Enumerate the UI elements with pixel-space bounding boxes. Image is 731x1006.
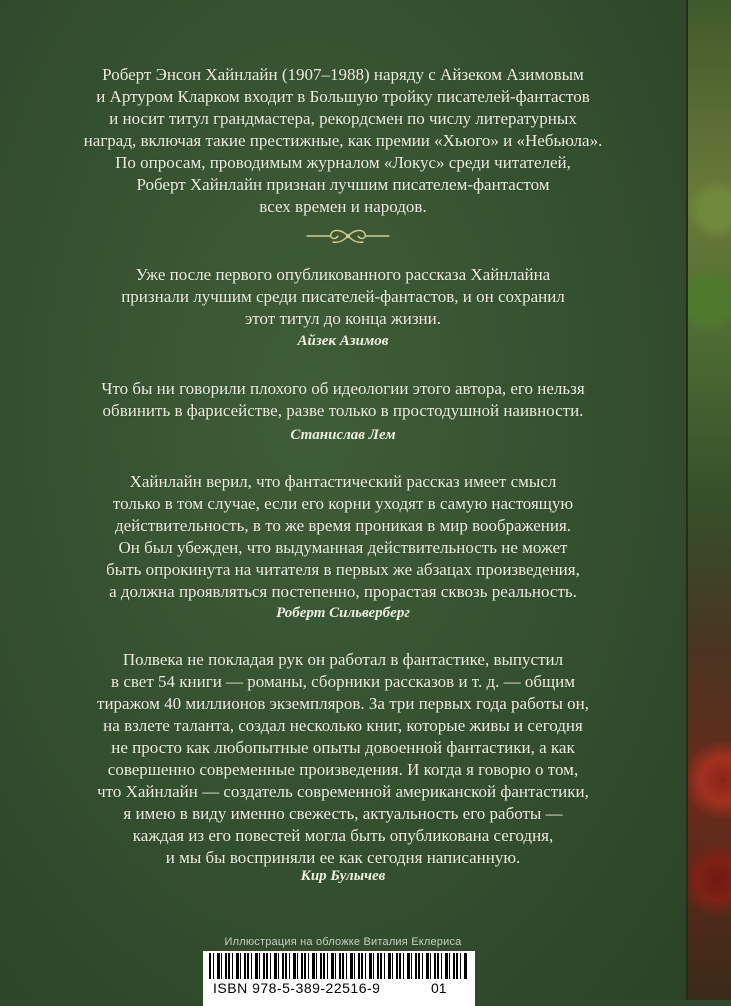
intro-line: Роберт Энсон Хайнлайн (1907–1988) наряду с Айзеком Азимовым (102, 65, 584, 84)
intro-line: Роберт Хайнлайн признан лучшим писателем-фантастом (136, 175, 550, 194)
quote-line: а должна проявляться постепенно, прорастая сквозь реальность. (109, 582, 577, 601)
quote-line: не просто как любопытные опыты довоенной фантастики, а как (111, 738, 575, 757)
quote-line: я имею в виду именно свежесть, актуальность его работы — (123, 804, 563, 823)
quote-line: тиражом 40 миллионов экземпляров. За три первых года работы он, (97, 694, 589, 713)
intro-line: и Артуром Кларком входит в Большую тройку писателей-фантастов (96, 87, 590, 106)
quote-line: что Хайнлайн — создатель современной американской фантастики, (97, 782, 589, 801)
quote-line: Полвека не покладая рук он работал в фантастике, выпустил (122, 650, 564, 669)
illustration-credit: Иллюстрация на обложке Виталия Еклериса (224, 936, 462, 948)
wraparound-illustration-edge (686, 0, 731, 1000)
barcode-bars (209, 953, 467, 979)
quote-line: этот титул до конца жизни. (245, 309, 441, 328)
quote-author: Роберт Сильверберг (276, 605, 410, 621)
quote-line: только в том случае, если его корни уходят в самую настоящую (112, 494, 574, 513)
quote-author: Айзек Азимов (297, 333, 389, 349)
quote-line: признали лучшим среди писателей-фантастов, и он сохранил (121, 287, 565, 306)
intro-line: По опросам, проводимым журналом «Локус» среди читателей, (115, 153, 571, 172)
quote-line: обвинить в фарисействе, разве только в простодушной наивности. (102, 401, 584, 420)
quote-line: каждая из его повестей могла быть опубликована сегодня, (132, 826, 554, 845)
isbn-barcode (203, 951, 475, 1006)
intro-line: и носит титул грандмастера, рекордсмен по числу литературных (109, 109, 577, 128)
quote-line: на взлете таланта, создал несколько книг, которые живы и сегодня (103, 716, 583, 735)
quote-asimov (20, 264, 666, 330)
intro-paragraph (20, 64, 666, 218)
quote-line: в свет 54 книги — романы, сборники рассказов и т. д. — общим (111, 672, 575, 691)
flourish-divider-icon (303, 226, 393, 246)
quote-line: быть опрокинута на читателя в первых же абзацах произведения, (106, 560, 580, 579)
quote-line: Хайнлайн верил, что фантастический рассказ имеет смысл (129, 472, 557, 491)
quote-author: Станислав Лем (290, 427, 396, 443)
quote-line: Что бы ни говорили плохого об идеологии этого автора, его нельзя (101, 379, 585, 398)
isbn-number: ISBN 978-5-389-22516-9 (213, 980, 381, 996)
quote-author: Кир Булычев (300, 868, 386, 884)
quote-line: и мы бы восприняли ее как сегодня написанную. (165, 848, 521, 867)
intro-line: всех времен и народов. (259, 197, 427, 216)
intro-line: наград, включая такие престижные, как премии «Хьюго» и «Небьюла». (83, 131, 603, 150)
quote-lem (20, 378, 666, 422)
isbn-addon-code: 01 (431, 980, 447, 996)
quote-bulychev (20, 649, 666, 869)
quote-line: Уже после первого опубликованного рассказа Хайнлайна (135, 265, 551, 284)
quote-line: Он был убежден, что выдуманная действительность не может (118, 538, 568, 557)
quote-line: совершенно современные произведения. И когда я говорю о том, (107, 760, 579, 779)
quote-line: действительность, в то же время проникая в мир воображения. (114, 516, 572, 535)
quote-silverberg (20, 471, 666, 603)
